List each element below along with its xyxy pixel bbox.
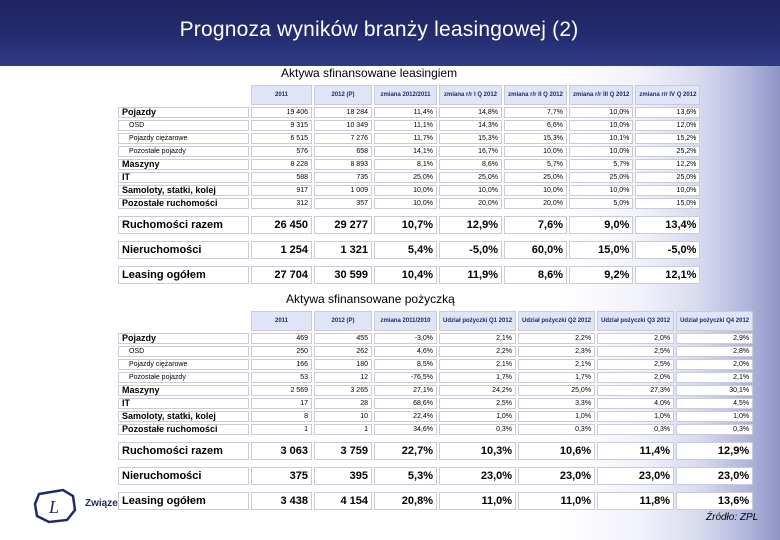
table-cell: 1 <box>251 424 312 435</box>
summary-cell: 13,6% <box>676 492 753 510</box>
table-cell: 2,3% <box>518 346 595 357</box>
table-cell: 10,0% <box>569 185 633 196</box>
summary-cell: 3 063 <box>251 442 312 460</box>
row-label: Pozostałe ruchomości <box>118 198 249 209</box>
table-cell: 15,2% <box>635 133 700 144</box>
table-cell: 166 <box>251 359 312 370</box>
table-cell: 2,0% <box>676 359 753 370</box>
summary-cell: -5,0% <box>439 241 502 259</box>
summary-cell: 60,0% <box>504 241 567 259</box>
table-cell: 2,9% <box>676 333 753 344</box>
zpl-logo-icon <box>33 488 77 524</box>
row-label: OSD <box>118 346 249 357</box>
summary-label: Leasing ogółem <box>118 492 249 510</box>
table-cell: 13,6% <box>635 107 700 118</box>
table-cell: 10,0% <box>569 120 633 131</box>
row-label: Pojazdy <box>118 333 249 344</box>
summary-cell: 23,0% <box>676 467 753 485</box>
table-cell: 2,1% <box>676 372 753 383</box>
table-cell: 2,1% <box>439 359 516 370</box>
table-cell: 588 <box>251 172 312 183</box>
table-row <box>118 398 753 409</box>
source-note: Źródło: ZPL <box>706 512 759 523</box>
summary-cell: 375 <box>251 467 312 485</box>
table-cell: 2,2% <box>518 333 595 344</box>
logo-letter: L <box>49 497 60 517</box>
summary-cell: 5,3% <box>374 467 437 485</box>
column-header: Udział pożyczki Q4 2012 <box>676 311 753 331</box>
table-cell: 1,7% <box>518 372 595 383</box>
table-cell: 25,0% <box>439 172 502 183</box>
column-header: zmiana r/r IV Q 2012 <box>635 85 700 105</box>
table-cell: 2,5% <box>597 346 674 357</box>
row-gap <box>118 462 753 465</box>
table-cell: 8 228 <box>251 159 312 170</box>
table-row <box>118 346 753 357</box>
row-label: Samoloty, statki, kolej <box>118 185 249 196</box>
summary-row <box>118 492 753 510</box>
table-cell: 9 315 <box>251 120 312 131</box>
table-cell: 4,6% <box>374 346 437 357</box>
table-cell: 16,7% <box>439 146 502 157</box>
table-cell: 735 <box>314 172 372 183</box>
logo-text: Związe <box>85 498 118 509</box>
column-header: zmiana 2011/2010 <box>374 311 437 331</box>
table-row <box>118 185 700 196</box>
table-cell: 7,7% <box>504 107 567 118</box>
table-cell: 17 <box>251 398 312 409</box>
table-cell: 34,6% <box>374 424 437 435</box>
table-cell: 10 349 <box>314 120 372 131</box>
table-cell: -3,0% <box>374 333 437 344</box>
table-cell: 25,2% <box>635 146 700 157</box>
table-cell: 2,5% <box>439 398 516 409</box>
page-title: Prognoza wyników branży leasingowej (2) <box>179 18 579 41</box>
row-label: IT <box>118 172 249 183</box>
table-row <box>118 133 700 144</box>
table-row <box>118 359 753 370</box>
table-cell: 2,5% <box>597 359 674 370</box>
leasing-table <box>116 83 702 286</box>
table-cell: 3 265 <box>314 385 372 396</box>
table-row <box>118 333 753 344</box>
summary-row <box>118 442 753 460</box>
table-row <box>118 107 700 118</box>
summary-cell: 10,3% <box>439 442 516 460</box>
column-header: Udział pożyczki Q2 2012 <box>518 311 595 331</box>
table-cell: 10,0% <box>504 146 567 157</box>
table-cell: 469 <box>251 333 312 344</box>
column-header: zmiana 2012/2011 <box>374 85 437 105</box>
table-cell: 15,0% <box>635 198 700 209</box>
table-cell: 0,3% <box>439 424 516 435</box>
summary-cell: 15,0% <box>569 241 633 259</box>
summary-cell: 395 <box>314 467 372 485</box>
table-cell: 11,1% <box>374 120 437 131</box>
table-cell: 1,7% <box>439 372 516 383</box>
table-cell: 25,0% <box>635 172 700 183</box>
summary-cell: 29 277 <box>314 216 372 234</box>
table-cell: 10,1% <box>569 133 633 144</box>
table-cell: 68,6% <box>374 398 437 409</box>
table-row <box>118 120 700 131</box>
table-cell: 15,3% <box>439 133 502 144</box>
table-cell: 2,0% <box>597 372 674 383</box>
table-cell: 12 <box>314 372 372 383</box>
table-row <box>118 411 753 422</box>
table-cell: 8,5% <box>374 359 437 370</box>
table-cell: 2,1% <box>518 359 595 370</box>
table-cell: 20,0% <box>504 198 567 209</box>
table1-caption: Aktywa sfinansowane leasingiem <box>281 66 458 80</box>
table-cell: 10,0% <box>374 198 437 209</box>
table-cell: 14,8% <box>439 107 502 118</box>
summary-cell: 3 438 <box>251 492 312 510</box>
table-cell: 4,5% <box>676 398 753 409</box>
row-label: Maszyny <box>118 159 249 170</box>
table-cell: 312 <box>251 198 312 209</box>
summary-cell: 12,9% <box>676 442 753 460</box>
table-cell: 1 <box>314 424 372 435</box>
summary-cell: 23,0% <box>597 467 674 485</box>
summary-label: Leasing ogółem <box>118 266 249 284</box>
summary-cell: 26 450 <box>251 216 312 234</box>
table-cell: 14,3% <box>439 120 502 131</box>
table-cell: 10 <box>314 411 372 422</box>
column-header: zmiana r/r III Q 2012 <box>569 85 633 105</box>
table-row <box>118 159 700 170</box>
row-label: Pojazdy <box>118 107 249 118</box>
table-cell: 6,6% <box>504 120 567 131</box>
summary-row <box>118 241 700 259</box>
row-gap <box>118 236 700 239</box>
table-cell: 5,7% <box>569 159 633 170</box>
table-cell: 27,3% <box>597 385 674 396</box>
column-header: 2011 <box>251 85 312 105</box>
row-gap <box>118 261 700 264</box>
row-label: Pozostałe pojazdy <box>118 146 249 157</box>
table-cell: 22,4% <box>374 411 437 422</box>
summary-row <box>118 266 700 284</box>
table-cell: 10,0% <box>569 107 633 118</box>
column-header: zmiana r/r II Q 2012 <box>504 85 567 105</box>
column-header: Udział pożyczki Q1 2012 <box>439 311 516 331</box>
loan-table <box>116 309 755 512</box>
column-header: zmiana r/r I Q 2012 <box>439 85 502 105</box>
table-cell: 12,0% <box>635 120 700 131</box>
table-cell: 2,1% <box>439 333 516 344</box>
summary-cell: 12,1% <box>635 266 700 284</box>
table-cell: 1,0% <box>439 411 516 422</box>
table-cell: 15,3% <box>504 133 567 144</box>
table-cell: 1,0% <box>518 411 595 422</box>
table-cell: 4,0% <box>597 398 674 409</box>
table-cell: -76,5% <box>374 372 437 383</box>
summary-cell: 11,4% <box>597 442 674 460</box>
table-cell: 658 <box>314 146 372 157</box>
summary-cell: 11,8% <box>597 492 674 510</box>
table-cell: 10,0% <box>374 185 437 196</box>
table-cell: 5,7% <box>504 159 567 170</box>
header-spacer <box>118 85 249 105</box>
table-cell: 3,3% <box>518 398 595 409</box>
summary-cell: 7,6% <box>504 216 567 234</box>
table-cell: 24,2% <box>439 385 516 396</box>
table-cell: 14,1% <box>374 146 437 157</box>
row-label: OSD <box>118 120 249 131</box>
table-cell: 0,3% <box>676 424 753 435</box>
row-label: Pojazdy ciężarowe <box>118 133 249 144</box>
summary-cell: 11,0% <box>439 492 516 510</box>
summary-cell: 9,2% <box>569 266 633 284</box>
table-cell: 5,0% <box>569 198 633 209</box>
table-cell: 455 <box>314 333 372 344</box>
summary-cell: 20,8% <box>374 492 437 510</box>
table-cell: 180 <box>314 359 372 370</box>
row-label: Pojazdy ciężarowe <box>118 359 249 370</box>
summary-label: Nieruchomości <box>118 241 249 259</box>
row-label: Pozostałe pojazdy <box>118 372 249 383</box>
table-cell: 1 009 <box>314 185 372 196</box>
summary-cell: -5,0% <box>635 241 700 259</box>
table-cell: 20,0% <box>439 198 502 209</box>
summary-cell: 3 759 <box>314 442 372 460</box>
row-label: IT <box>118 398 249 409</box>
summary-cell: 23,0% <box>439 467 516 485</box>
table-cell: 53 <box>251 372 312 383</box>
table-row <box>118 372 753 383</box>
table-row <box>118 146 700 157</box>
table-cell: 27,1% <box>374 385 437 396</box>
table-row <box>118 172 700 183</box>
row-gap <box>118 211 700 214</box>
table-cell: 10,0% <box>439 185 502 196</box>
row-gap <box>118 487 753 490</box>
summary-cell: 10,6% <box>518 442 595 460</box>
summary-cell: 4 154 <box>314 492 372 510</box>
table-cell: 2 569 <box>251 385 312 396</box>
table-cell: 19 406 <box>251 107 312 118</box>
table-cell: 1,0% <box>597 411 674 422</box>
summary-cell: 10,7% <box>374 216 437 234</box>
table-cell: 6 515 <box>251 133 312 144</box>
table-cell: 0,3% <box>597 424 674 435</box>
summary-cell: 11,9% <box>439 266 502 284</box>
header-spacer <box>118 311 249 331</box>
table-row <box>118 424 753 435</box>
summary-cell: 12,9% <box>439 216 502 234</box>
summary-cell: 8,6% <box>504 266 567 284</box>
column-header: 2011 <box>251 311 312 331</box>
summary-cell: 30 599 <box>314 266 372 284</box>
table-cell: 25,0% <box>504 172 567 183</box>
table-cell: 11,4% <box>374 107 437 118</box>
table-row <box>118 385 753 396</box>
table-cell: 0,3% <box>518 424 595 435</box>
column-header: 2012 (P) <box>314 85 372 105</box>
table-cell: 576 <box>251 146 312 157</box>
table-cell: 25,0% <box>518 385 595 396</box>
row-label: Pozostałe ruchomości <box>118 424 249 435</box>
summary-cell: 23,0% <box>518 467 595 485</box>
table-cell: 7 276 <box>314 133 372 144</box>
summary-cell: 1 254 <box>251 241 312 259</box>
summary-cell: 13,4% <box>635 216 700 234</box>
table-cell: 25,0% <box>569 172 633 183</box>
summary-cell: 9,0% <box>569 216 633 234</box>
summary-label: Nieruchomości <box>118 467 249 485</box>
summary-label: Ruchomości razem <box>118 216 249 234</box>
table-cell: 10,0% <box>635 185 700 196</box>
table-row <box>118 198 700 209</box>
table-cell: 2,2% <box>439 346 516 357</box>
summary-cell: 5,4% <box>374 241 437 259</box>
summary-row <box>118 467 753 485</box>
table-cell: 12,2% <box>635 159 700 170</box>
row-gap <box>118 437 753 440</box>
table-cell: 10,0% <box>504 185 567 196</box>
column-header: 2012 (P) <box>314 311 372 331</box>
table-cell: 357 <box>314 198 372 209</box>
table-cell: 8,6% <box>439 159 502 170</box>
summary-row <box>118 216 700 234</box>
row-label: Samoloty, statki, kolej <box>118 411 249 422</box>
summary-cell: 11,0% <box>518 492 595 510</box>
table-cell: 25,0% <box>374 172 437 183</box>
table-cell: 917 <box>251 185 312 196</box>
summary-cell: 10,4% <box>374 266 437 284</box>
column-header: Udział pożyczki Q3 2012 <box>597 311 674 331</box>
summary-cell: 27 704 <box>251 266 312 284</box>
table-cell: 2,8% <box>676 346 753 357</box>
table-cell: 8 893 <box>314 159 372 170</box>
summary-label: Ruchomości razem <box>118 442 249 460</box>
table2-caption: Aktywa sfinansowane pożyczką <box>286 292 455 306</box>
table-cell: 30,1% <box>676 385 753 396</box>
table-cell: 18 284 <box>314 107 372 118</box>
table-cell: 10,0% <box>569 146 633 157</box>
row-label: Maszyny <box>118 385 249 396</box>
table-cell: 28 <box>314 398 372 409</box>
table-cell: 11,7% <box>374 133 437 144</box>
summary-cell: 1 321 <box>314 241 372 259</box>
table-cell: 2,0% <box>597 333 674 344</box>
table-cell: 8,1% <box>374 159 437 170</box>
summary-cell: 22,7% <box>374 442 437 460</box>
table-cell: 262 <box>314 346 372 357</box>
table-cell: 8 <box>251 411 312 422</box>
table-cell: 250 <box>251 346 312 357</box>
table-cell: 1,0% <box>676 411 753 422</box>
